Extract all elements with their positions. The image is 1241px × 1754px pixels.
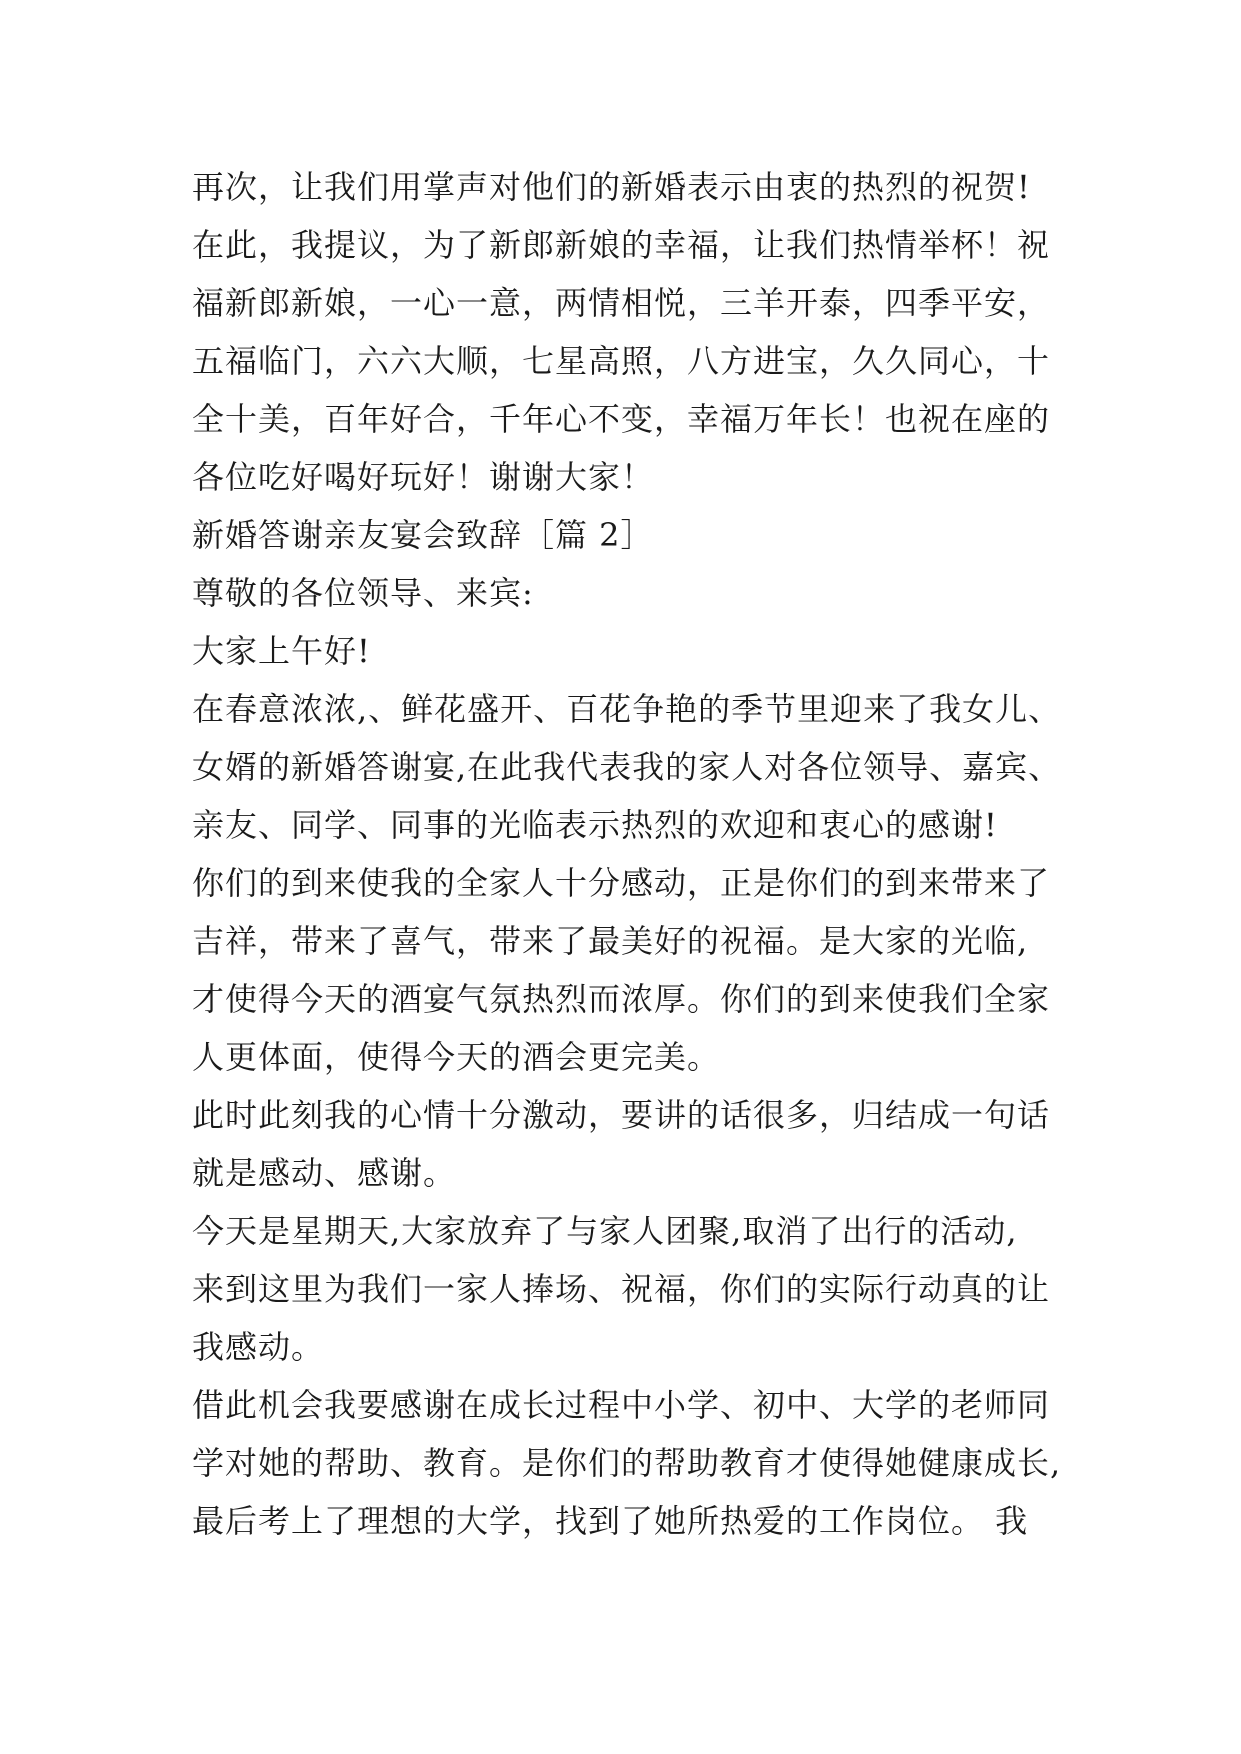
- text-line: 今天是星期天,大家放弃了与家人团聚,取消了出行的活动,: [192, 1212, 1018, 1250]
- text-line: 各位吃好喝好玩好！谢谢大家！: [192, 458, 655, 496]
- text-line: 再次，让我们用掌声对他们的新婚表示由衷的热烈的祝贺!: [192, 168, 1031, 206]
- text-line: 就是感动、感谢。: [192, 1154, 457, 1192]
- text-line: 在此，我提议，为了新郎新娘的幸福，让我们热情举杯！祝: [192, 226, 1051, 264]
- document-body: [192, 158, 1092, 1550]
- greeting: 大家上午好!: [192, 632, 371, 670]
- text-line: 人更体面，使得今天的酒会更完美。: [192, 1038, 721, 1076]
- text-line: 此时此刻我的心情十分激动，要讲的话很多，归结成一句话: [192, 1096, 1051, 1134]
- text-line: 你们的到来使我的全家人十分感动，正是你们的到来带来了: [192, 864, 1051, 902]
- text-line: 在春意浓浓,、鲜花盛开、百花争艳的季节里迎来了我女儿、: [192, 690, 1062, 728]
- text-line: 我感动。: [192, 1328, 325, 1366]
- text-line: 吉祥，带来了喜气，带来了最美好的祝福。是大家的光临,: [192, 922, 1029, 960]
- section-heading: 新婚答谢亲友宴会致辞［篇 2］: [192, 516, 654, 554]
- text-line: 全十美，百年好合，千年心不变，幸福万年长！也祝在座的: [192, 400, 1051, 438]
- text-line: 亲友、同学、同事的光临表示热烈的欢迎和衷心的感谢!: [192, 806, 998, 844]
- text-line: 借此机会我要感谢在成长过程中小学、初中、大学的老师同: [192, 1386, 1051, 1424]
- text-line: 才使得今天的酒宴气氛热烈而浓厚。你们的到来使我们全家: [192, 980, 1051, 1018]
- text-line: 女婿的新婚答谢宴,在此我代表我的家人对各位领导、嘉宾、: [192, 748, 1062, 786]
- salutation: 尊敬的各位领导、来宾:: [192, 574, 534, 612]
- text-line: 福新郎新娘，一心一意，两情相悦，三羊开泰，四季平安，: [192, 284, 1051, 322]
- text-line: 五福临门，六六大顺，七星高照，八方进宝，久久同心，十: [192, 342, 1051, 380]
- text-line: 来到这里为我们一家人捧场、祝福，你们的实际行动真的让: [192, 1270, 1051, 1308]
- text-line: 学对她的帮助、教育。是你们的帮助教育才使得她健康成长,: [192, 1444, 1062, 1482]
- text-line: 最后考上了理想的大学，找到了她所热爱的工作岗位。 我: [192, 1502, 1029, 1540]
